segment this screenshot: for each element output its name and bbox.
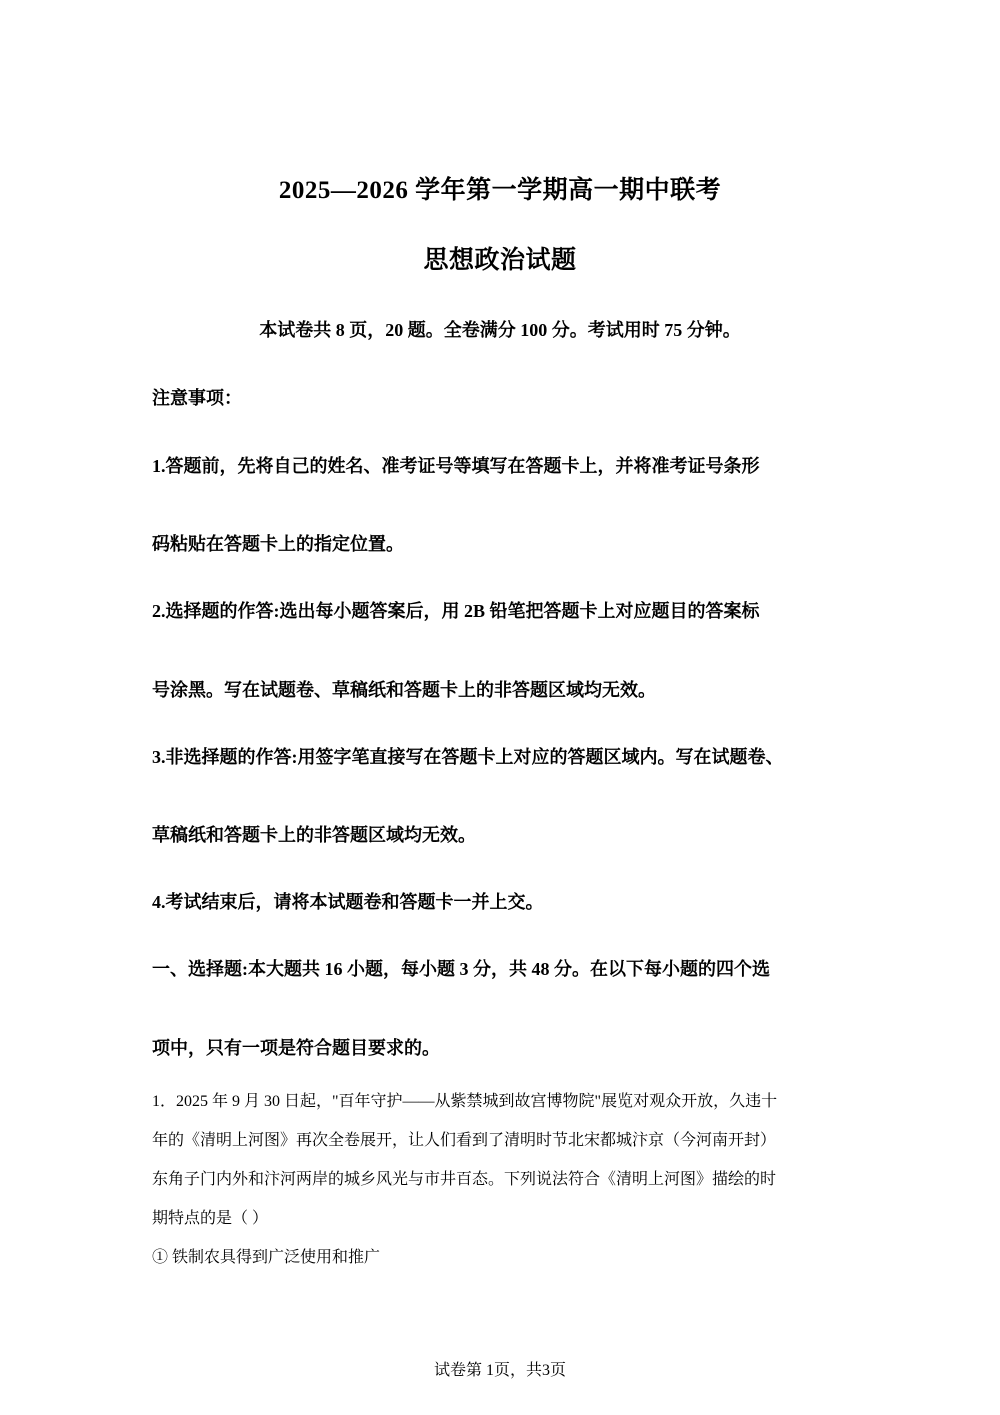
notice-line: 码粘贴在答题卡上的指定位置。 xyxy=(152,534,404,554)
question-option: ① 铁制农具得到广泛使用和推广 xyxy=(152,1249,381,1266)
exam-subject: 思想政治试题 xyxy=(423,247,577,274)
exam-summary: 本试卷共 8 页，20 题。全卷满分 100 分。考试用时 75 分钟。 xyxy=(259,320,741,340)
notice-line: 草稿纸和答题卡上的非答题区域均无效。 xyxy=(152,825,476,845)
question-text: 东角子门内外和汴河两岸的城乡风光与市井百态。下列说法符合《清明上河图》描绘的时 xyxy=(152,1171,777,1188)
notice-line: 3.非选择题的作答:用签字笔直接写在答题卡上对应的答题区域内。写在试题卷、 xyxy=(152,747,784,767)
notice-line: 号涂黑。写在试题卷、草稿纸和答题卡上的非答题区域均无效。 xyxy=(152,680,656,700)
exam-title: 2025—2026 学年第一学期高一期中联考 xyxy=(278,177,722,204)
notice-line: 2.选择题的作答:选出每小题答案后，用 2B 铅笔把答题卡上对应题目的答案标 xyxy=(152,601,760,621)
section-heading: 项中，只有一项是符合题目要求的。 xyxy=(152,1038,440,1058)
page-footer: 试卷第 1页，共3页 xyxy=(433,1362,566,1379)
notice-line: 4.考试结束后，请将本试题卷和答题卡一并上交。 xyxy=(152,892,544,912)
question-text: 1．2025 年 9 月 30 日起，"百年守护——从紫禁城到故宫博物院"展览对观众开放，久违十 xyxy=(152,1093,778,1110)
question-text: 年的《清明上河图》再次全卷展开，让人们看到了清明时节北宋都城汴京（今河南开封） xyxy=(152,1132,777,1149)
notice-heading: 注意事项： xyxy=(152,388,242,408)
question-text: 期特点的是（ ） xyxy=(152,1210,269,1227)
section-heading: 一、选择题:本大题共 16 小题，每小题 3 分，共 48 分。在以下每小题的四个选 xyxy=(152,959,770,979)
notice-line: 1.答题前，先将自己的姓名、准考证号等填写在答题卡上，并将准考证号条形 xyxy=(152,456,760,476)
